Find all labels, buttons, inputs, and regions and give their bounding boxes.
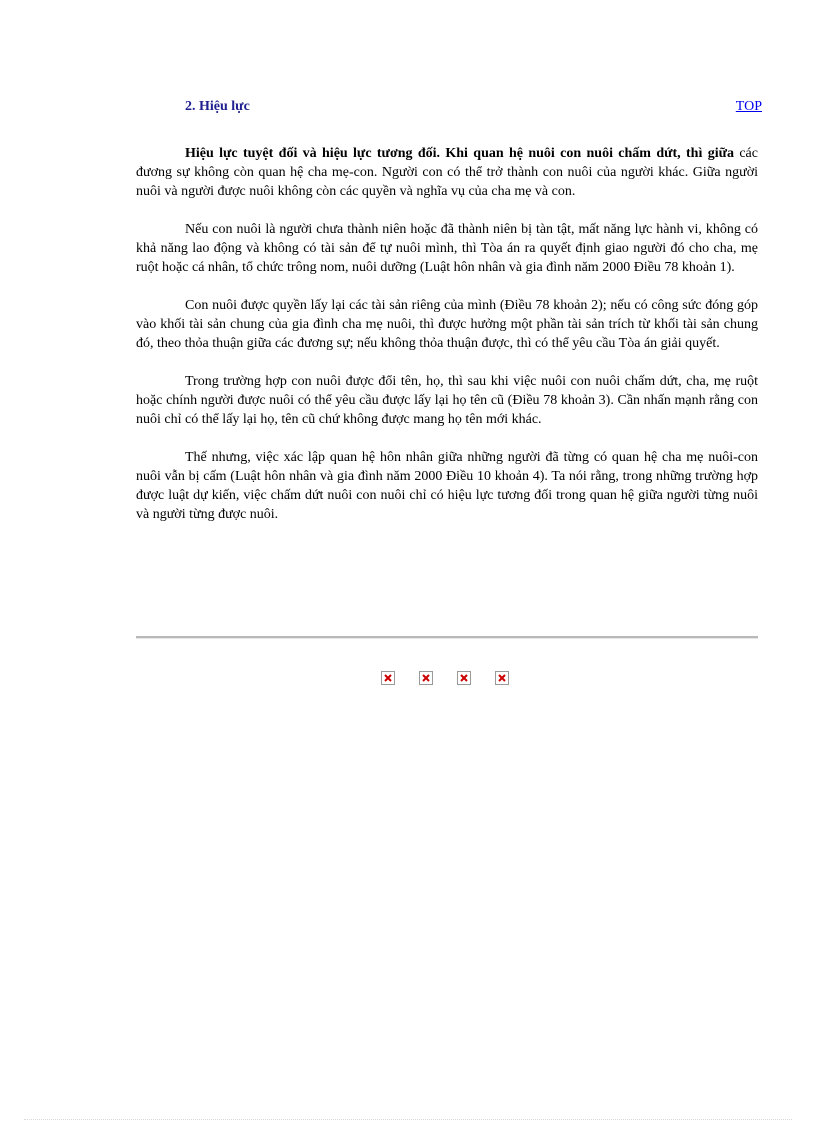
paragraph-5: Thế nhưng, việc xác lập quan hệ hôn nhân giữa những người đã từng có quan hệ cha mẹ nuôi-con nuôi vẫn bị cấm (Luật hôn nhân và gia đình năm 2000 Điều 10 khoản 4). Ta nói rằng, trong những trường hợp được luật dự kiến, việc chấm dứt nuôi con nuôi chỉ có hiệu lực tương đối trong quan hệ giữa người từng nuôi và người từng được nuôi. bbox=[136, 450, 758, 522]
section-header bbox=[136, 96, 762, 118]
paragraph-3: Con nuôi được quyền lấy lại các tài sản riêng của mình (Điều 78 khoản 2); nếu có công sức đóng góp vào khối tài sản chung của gia đình cha mẹ nuôi, thì được hưởng một phần tài sản trích từ khối tài sản chung đó, theo thỏa thuận giữa các đương sự; nếu không thỏa thuận được, thì có thể yêu cầu Tòa án giải quyết. bbox=[136, 298, 758, 351]
broken-image-icon[interactable] bbox=[457, 671, 471, 685]
page-bottom-border bbox=[24, 1119, 792, 1120]
paragraph-2: Nếu con nuôi là người chưa thành niên hoặc đã thành niên bị tàn tật, mất năng lực hành vi, không có khả năng lao động và không có tài sản để tự nuôi mình, thì Tòa án ra quyết định giao người đó cho cha, mẹ ruột hoặc cá nhân, tổ chức trông nom, nuôi dưỡng (Luật hôn nhân và gia đình năm 2000 Điều 78 khoản 1). bbox=[136, 222, 758, 275]
document-body bbox=[136, 96, 762, 524]
broken-image-icon[interactable] bbox=[495, 671, 509, 685]
paragraph-1 bbox=[136, 144, 758, 201]
paragraph-1-text: các đương sự không còn quan hệ cha mẹ-con. Người con có thể trở thành con nuôi của người khác. Giữa người nuôi và người được nuôi không còn các quyền và nghĩa vụ của cha mẹ và con. bbox=[136, 146, 758, 199]
broken-image-icon[interactable] bbox=[381, 671, 395, 685]
section-title: 2. Hiệu lực bbox=[185, 99, 250, 114]
broken-image-icon[interactable] bbox=[419, 671, 433, 685]
horizontal-divider bbox=[136, 636, 758, 639]
paragraph-1-lead: Hiệu lực tuyệt đối và hiệu lực tương đối. Khi quan hệ nuôi con nuôi chấm dứt, thì giữa bbox=[185, 146, 734, 161]
paragraph-4: Trong trường hợp con nuôi được đổi tên, họ, thì sau khi việc nuôi con nuôi chấm dứt, cha, mẹ ruột hoặc chính người được nuôi có thể yêu cầu được lấy lại họ tên cũ (Điều 78 khoản 3). Cần nhấn mạnh rằng con nuôi chỉ có thể lấy lại họ, tên cũ chứ không được mang họ tên mới khác. bbox=[136, 374, 758, 427]
top-link[interactable]: TOP bbox=[735, 99, 762, 114]
